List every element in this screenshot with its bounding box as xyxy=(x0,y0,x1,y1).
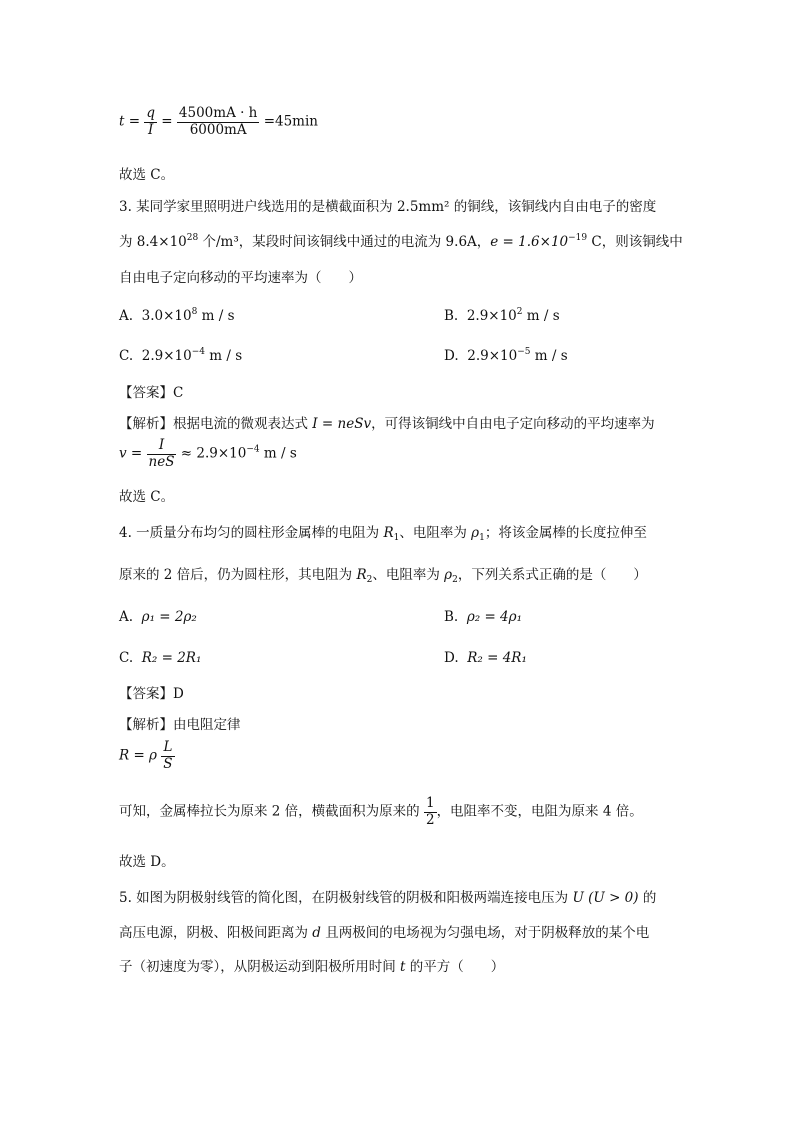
q4-option-c[interactable]: C. R₂ = 2R₁ xyxy=(119,650,202,666)
question-4-line-2: 原来的 2 倍后，仍为圆柱形，其电阻为 $R_2$、电阻率为 $\rho_2$，下列关系式正确的是（ ） xyxy=(119,567,647,585)
q4-option-a[interactable]: A. ρ₁ = 2ρ₂ xyxy=(119,609,197,625)
q3-analysis: 【解析】根据电流的微观表达式 I = neSv，可得该铜线中自由电子定向移动的平均速率为 xyxy=(119,416,655,432)
question-5-line-3: 子（初速度为零），从阴极运动到阳极所用时间 t 的平方（ ） xyxy=(119,959,505,975)
fraction-q-over-i: $\frac{q}{I}$ xyxy=(146,105,155,138)
question-5-line-2: 高压电源，阴极、阳极间距离为 d 且两极间的电场视为匀强电场，对于阴极释放的某个电 xyxy=(119,925,650,941)
q3-option-c[interactable]: C. $2.9\times 10^{-4}$ m / s xyxy=(119,347,243,364)
q4-analysis: 【解析】由电阻定律 xyxy=(119,717,241,733)
conclusion-text: 故选 C。 xyxy=(119,167,175,183)
question-5-line-1: 5. 如图为阴极射线管的简化图，在阴极射线管的阴极和阳极两端连接电压为 U (U > 0) 的 xyxy=(119,890,657,906)
fraction-charge-over-current: $\frac{4500mA \cdot h}{6000mA}$ xyxy=(178,105,258,138)
question-3-line-2: 为 $8.4\times 10^{28}$ 个/m³，某段时间该铜线中通过的电流为 9.6A，$e = 1.6\times 10^{-19}$ C，则该铜线中 xyxy=(119,233,683,250)
q4-explanation: 可知，金属棒拉长为原来 2 倍，横截面积为原来的 $\frac{1}{2}$ ，电阻率不变，电阻为原来 4 倍。 xyxy=(119,795,643,828)
q4-option-b[interactable]: B. ρ₂ = 4ρ₁ xyxy=(444,609,522,625)
question-3-line-3: 自由电子定向移动的平均速率为（ ） xyxy=(119,270,362,286)
time-formula: t = $\frac{q}{I}$ = $\frac{4500mA \cdot h}{6000mA}$ =45min xyxy=(119,105,318,138)
fraction-i-over-nes: $\frac{I}{\text{neS}}$ xyxy=(148,437,175,470)
resistance-law-formula: R = ρ $\frac{L}{S}$ xyxy=(119,739,173,772)
question-4-line-1: 4. 一质量分布均匀的圆柱形金属棒的电阻为 $R_1$、电阻率为 $\rho_1$；将该金属棒的长度拉伸至 xyxy=(119,525,647,543)
q3-option-d[interactable]: D. $2.9\times 10^{-5}$ m / s xyxy=(444,347,568,364)
q3-conclusion: 故选 C。 xyxy=(119,489,175,505)
fraction-one-half: $\frac{1}{2}$ xyxy=(425,795,435,828)
q4-answer: 【答案】D xyxy=(119,686,184,702)
q3-option-b[interactable]: B. $2.9\times 10^2$ m / s xyxy=(444,307,560,324)
question-3-line-1: 3. 某同学家里照明进户线选用的是横截面积为 2.5mm² 的铜线，该铜线内自由电子的密度 xyxy=(119,199,657,215)
q4-option-d[interactable]: D. R₂ = 4R₁ xyxy=(444,650,527,666)
fraction-l-over-s: $\frac{L}{S}$ xyxy=(163,739,173,772)
q3-answer: 【答案】C xyxy=(119,385,184,401)
q3-velocity-formula: v = $\frac{I}{\text{neS}}$ ≈ $2.9\times 10^{-4}$ m / s xyxy=(119,437,297,470)
q4-conclusion: 故选 D。 xyxy=(119,854,175,870)
q3-option-a[interactable]: A. $3.0\times 10^8$ m / s xyxy=(119,307,235,324)
